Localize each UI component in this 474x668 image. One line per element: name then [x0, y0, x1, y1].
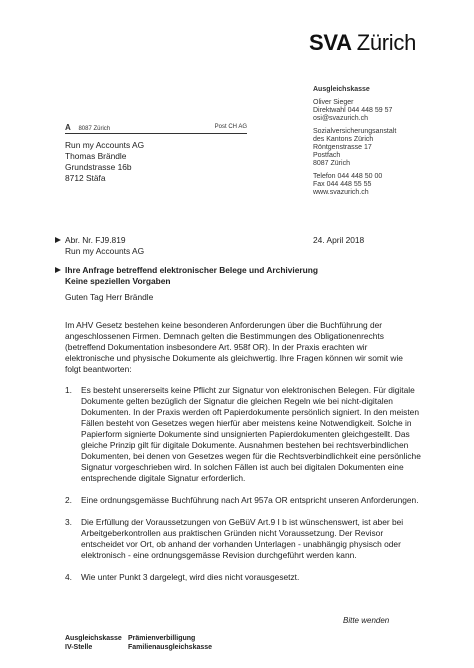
footer-departments	[65, 634, 212, 652]
footer-item: Ausgleichskasse	[65, 635, 122, 642]
institution-city: 8087 Zürich	[313, 160, 350, 167]
contact-phone: Direktwahl 044 448 59 57	[313, 107, 393, 114]
institution-street: Röntgenstrasse 17	[313, 144, 372, 151]
subject-subline: Keine speziellen Vorgaben	[65, 276, 171, 286]
list-text: Es besteht unsererseits keine Pflicht zur Signatur von elektronischen Belegen. Für digitale Dokumente gelten bezüglich der Signatur die gleichen Regeln wie bei nicht-digitalen Dokumenten. In der Praxis werden oft Papierdokumente persönlich signiert. In den meisten Fällen besteht von Gesetzes wegen hierfür aber meistens keine Notwendigkeit. Solche in Papierform signierte Dokumente sind unsignierten Papierdokumenten gleichgestellt. Das gleiche Prinzip gilt für digitale Dokumente. Ausnahmen bestehen bei rechtsverbindlichen Dokumenten, bei denen von Gesetzes wegen für die Rechtsverbindlichkeit eine persönliche Signatur vorgeschrieben wird. In solchen Fällen ist auch bei digitalen Dokumenten eine entsprechende digitale Signatur erforderlich.	[81, 385, 421, 483]
website-link[interactable]: www.svazurich.ch	[313, 189, 369, 196]
list-text: Die Erfüllung der Voraussetzungen von GeBüV Art.9 I b ist wünschenswert, ist aber bei Arbeitgeberkontrollen aus praktischen Gründen nicht Voraussetzung. Der Revisor entscheidet vor Ort, ob anhand der vorhanden Unterlagen - unabhängig physisch oder elektronisch - eine ordnungsgemässe Revision durchgeführt werden kann.	[81, 517, 404, 560]
sender-block	[313, 86, 468, 202]
footer-item: IV-Stelle	[65, 644, 93, 651]
institution-postbox: Postfach	[313, 152, 341, 159]
footer-row	[65, 634, 212, 643]
recipient-city: 8712 Stäfa	[65, 173, 106, 183]
intro-paragraph: Im AHV Gesetz bestehen keine besonderen Anforderungen über die Buchführung der angeschlossenen Firmen. Demnach gelten die Bestimmungen des Obligationenrechts (betreffend Dokumentation insbesondere Art. 958f OR). In der Praxis erachten wir elektronische und physische Dokumente als gleichwertig. Ihre Fragen können wir somit wie folgt beantworten:	[65, 320, 403, 374]
letter-date: 24. April 2018	[313, 235, 365, 245]
list-text: Eine ordnungsgemässe Buchführung nach Art 957a OR entspricht unseren Anforderungen.	[81, 495, 419, 505]
footer-item: Familienausgleichskasse	[128, 644, 213, 651]
list-number: 3.	[65, 517, 72, 527]
list-item	[65, 517, 423, 561]
sender-department: Ausgleichskasse	[313, 86, 370, 93]
logo-light: Zürich	[356, 30, 417, 55]
reference-number: Abr. Nr. FJ9.819	[65, 235, 126, 245]
main-phone: Telefon 044 448 50 00	[313, 173, 383, 180]
return-address-line	[65, 123, 247, 134]
contact-name: Oliver Sieger	[313, 99, 354, 106]
greeting: Guten Tag Herr Brändle	[65, 292, 154, 302]
recipient-street: Grundstrasse 16b	[65, 162, 132, 172]
footer-row	[65, 643, 212, 652]
fax-number: Fax 044 448 55 55	[313, 181, 372, 188]
sva-logo	[309, 30, 416, 56]
subject-line: Ihre Anfrage betreffend elektronischer Belege und Archivierung	[65, 265, 319, 275]
sender-phones	[313, 173, 468, 197]
list-number: 1.	[65, 385, 72, 395]
sender-institution	[313, 128, 468, 168]
list-number: 2.	[65, 495, 72, 505]
logo-bold: SVA	[309, 30, 351, 55]
list-item	[65, 495, 423, 506]
list-item	[65, 385, 423, 484]
please-turn-note: Bitte wenden	[343, 616, 390, 625]
arrow-right-icon	[55, 237, 61, 243]
list-number: 4.	[65, 572, 72, 582]
recipient-company: Run my Accounts AG	[65, 140, 145, 150]
footer-item: Prämienverbilligung	[128, 635, 196, 642]
subject-block	[65, 265, 318, 287]
reference-company: Run my Accounts AG	[65, 246, 145, 256]
reference-block	[65, 235, 144, 257]
a-post-mark: A	[65, 123, 71, 132]
recipient-person: Thomas Brändle	[65, 151, 127, 161]
sender-contact	[313, 99, 468, 123]
list-item	[65, 572, 423, 583]
recipient-address	[65, 140, 144, 184]
institution-line: Sozialversicherungsanstalt	[313, 128, 397, 135]
answer-list	[65, 385, 423, 594]
return-location: 8087 Zürich	[78, 126, 111, 132]
contact-email[interactable]: osi@svazurich.ch	[313, 115, 368, 122]
arrow-right-icon	[55, 267, 61, 273]
institution-line: des Kantons Zürich	[313, 136, 374, 143]
list-text: Wie unter Punkt 3 dargelegt, wird dies nicht vorausgesetzt.	[81, 572, 300, 582]
post-carrier: Post CH AG	[214, 124, 247, 130]
